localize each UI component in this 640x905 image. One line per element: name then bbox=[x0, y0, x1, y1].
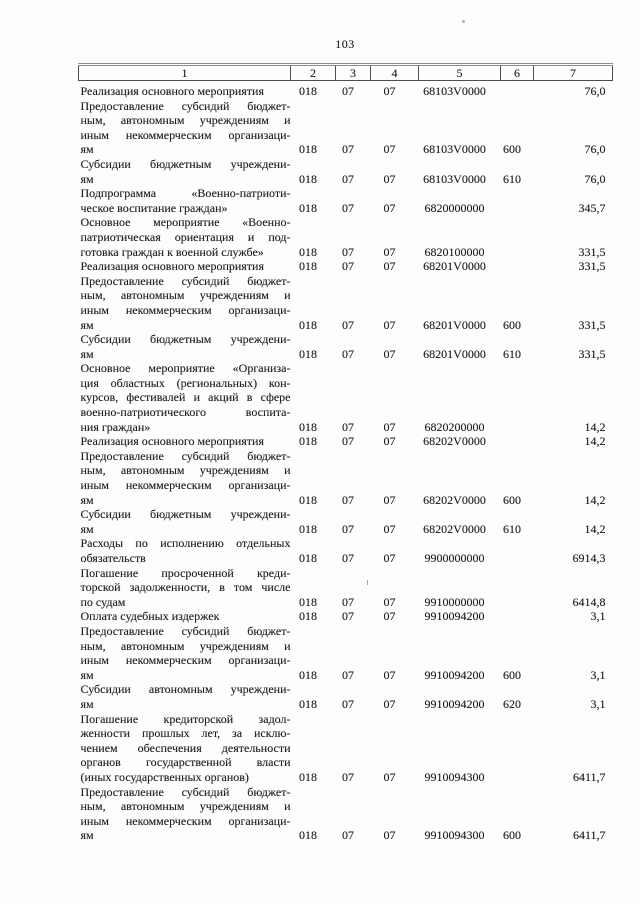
cell-target-article-code: 68201V0000 bbox=[423, 317, 486, 332]
cell-expense-type-code: 600 bbox=[503, 667, 521, 682]
activity-name-line: ным, автономным учреждениям и bbox=[80, 799, 291, 814]
activity-name-line: чением обеспечения деятельности bbox=[80, 740, 291, 755]
cell-grbs-code: 018 bbox=[299, 551, 317, 565]
cell-subsection-code: 07 bbox=[383, 419, 396, 434]
table-row bbox=[79, 449, 613, 507]
table-row bbox=[79, 99, 613, 157]
cell-expense-type-code bbox=[501, 566, 534, 610]
cell-subsection-code: 07 bbox=[383, 171, 396, 186]
table-row bbox=[79, 259, 613, 274]
cell-expense-type-code bbox=[501, 81, 534, 99]
table-row bbox=[79, 712, 613, 785]
table-row bbox=[79, 81, 613, 99]
cell-expense-type-code bbox=[501, 259, 534, 274]
cell-activity-name bbox=[79, 259, 291, 274]
activity-name-line: ям bbox=[80, 142, 94, 157]
activity-name-line: Реализация основного мероприятия bbox=[80, 259, 264, 274]
cell-expense-type-code bbox=[501, 434, 534, 449]
activity-name-line: Субсидии бюджетным учреждени- bbox=[80, 332, 291, 347]
cell-grbs-code: 018 bbox=[299, 594, 317, 609]
activity-name-line: ческое воспитание граждан» bbox=[80, 200, 228, 215]
cell-target-article-code: 68202V0000 bbox=[423, 434, 486, 449]
table-row bbox=[79, 434, 613, 449]
cell-subsection-code: 07 bbox=[383, 594, 396, 609]
table-row bbox=[79, 785, 613, 843]
activity-name-line: по судам bbox=[80, 594, 126, 609]
cell-target-article-code: 68103V0000 bbox=[423, 171, 486, 186]
cell-expense-type-code bbox=[501, 536, 534, 565]
cell-grbs-code: 018 bbox=[299, 259, 317, 274]
table-row bbox=[79, 274, 613, 332]
table-row bbox=[79, 215, 613, 259]
cell-subsection-code: 07 bbox=[383, 434, 396, 449]
activity-name-line: женности прошлых лет, за исклю- bbox=[80, 726, 291, 741]
cell-expense-type-code: 610 bbox=[503, 346, 521, 361]
cell-amount: 345,7 bbox=[578, 200, 606, 215]
activity-name-line: Субсидии автономным учреждени- bbox=[80, 682, 291, 697]
cell-section-code: 07 bbox=[342, 200, 354, 215]
column-header-2: 2 bbox=[291, 65, 336, 81]
cell-section-code: 07 bbox=[342, 769, 354, 784]
cell-grbs-code: 018 bbox=[299, 492, 317, 507]
cell-grbs-code: 018 bbox=[299, 609, 317, 624]
cell-section-code: 07 bbox=[342, 317, 354, 332]
activity-name-line: Предоставление субсидий бюджет- bbox=[80, 623, 291, 638]
table-body bbox=[79, 81, 613, 843]
cell-section-code: 07 bbox=[342, 244, 354, 259]
cell-expense-type-code: 600 bbox=[503, 142, 521, 157]
cell-target-article-code: 6820100000 bbox=[424, 244, 485, 259]
cell-grbs-code: 018 bbox=[299, 769, 317, 784]
cell-section-code: 07 bbox=[342, 551, 354, 565]
cell-activity-name bbox=[79, 682, 291, 711]
cell-target-article-code: 6820000000 bbox=[424, 200, 485, 215]
cell-amount: 331,5 bbox=[578, 259, 606, 274]
cell-amount: 6411,7 bbox=[572, 769, 606, 784]
cell-subsection-code: 07 bbox=[383, 696, 396, 711]
column-header-3: 3 bbox=[336, 65, 371, 81]
cell-subsection-code: 07 bbox=[383, 84, 396, 98]
cell-amount: 3,1 bbox=[590, 696, 606, 711]
cell-section-code: 07 bbox=[342, 346, 354, 361]
cell-target-article-code: 68202V0000 bbox=[423, 492, 486, 507]
cell-amount: 14,2 bbox=[584, 521, 606, 536]
cell-grbs-code: 018 bbox=[299, 521, 317, 536]
cell-activity-name bbox=[79, 566, 291, 610]
cell-amount: 14,2 bbox=[584, 419, 606, 434]
activity-name-line: готовка граждан к военной службе» bbox=[80, 244, 264, 259]
cell-amount: 6411,7 bbox=[572, 828, 606, 843]
cell-activity-name bbox=[79, 785, 291, 843]
cell-activity-name bbox=[79, 434, 291, 449]
activity-name-line: Субсидии бюджетным учреждени- bbox=[80, 507, 291, 522]
activity-name-line: патриотическая ориентация и под- bbox=[80, 229, 291, 244]
cell-activity-name bbox=[79, 536, 291, 565]
cell-target-article-code: 9910094300 bbox=[424, 828, 485, 843]
activity-name-line: Реализация основного мероприятия bbox=[80, 434, 264, 449]
activity-name-line: Предоставление субсидий бюджет- bbox=[80, 98, 291, 113]
activity-name-line: ция областных (региональных) кон- bbox=[80, 375, 291, 390]
activity-name-line: военно-патриотического воспита- bbox=[80, 405, 291, 420]
table-row bbox=[79, 566, 613, 610]
table-row bbox=[79, 507, 613, 536]
cell-target-article-code: 9910094200 bbox=[424, 667, 485, 682]
cell-grbs-code: 018 bbox=[299, 317, 317, 332]
activity-name-line: Основное мероприятие «Организа- bbox=[80, 361, 291, 376]
activity-name-line: Предоставление субсидий бюджет- bbox=[80, 784, 291, 799]
table-row bbox=[79, 609, 613, 624]
cell-expense-type-code: 610 bbox=[503, 171, 521, 186]
cell-target-article-code: 68201V0000 bbox=[423, 259, 486, 274]
cell-section-code: 07 bbox=[342, 419, 354, 434]
cell-target-article-code: 68202V0000 bbox=[423, 521, 486, 536]
cell-grbs-code: 018 bbox=[299, 244, 317, 259]
table-row bbox=[79, 682, 613, 711]
cell-target-article-code: 9910094300 bbox=[424, 769, 485, 784]
cell-target-article-code: 6820200000 bbox=[424, 419, 485, 434]
cell-grbs-code: 018 bbox=[299, 142, 317, 157]
cell-subsection-code: 07 bbox=[383, 244, 396, 259]
activity-name-line: Оплата судебных издержек bbox=[80, 609, 220, 624]
table-row bbox=[79, 624, 613, 682]
cell-subsection-code: 07 bbox=[383, 200, 396, 215]
cell-expense-type-code bbox=[501, 609, 534, 624]
cell-expense-type-code bbox=[501, 215, 534, 259]
cell-section-code: 07 bbox=[342, 171, 354, 186]
cell-amount: 14,2 bbox=[584, 492, 606, 507]
column-header-6: 6 bbox=[501, 65, 534, 81]
activity-name-line: ям bbox=[80, 492, 94, 507]
cell-subsection-code: 07 bbox=[383, 492, 396, 507]
cell-grbs-code: 018 bbox=[299, 346, 317, 361]
cell-subsection-code: 07 bbox=[383, 521, 396, 536]
cell-expense-type-code bbox=[501, 361, 534, 434]
cell-activity-name bbox=[79, 507, 291, 536]
column-header-1: 1 bbox=[79, 65, 291, 81]
activity-name-line: Предоставление субсидий бюджет- bbox=[80, 448, 291, 463]
activity-name-line: Расходы по исполнению отдельных bbox=[80, 536, 291, 551]
cell-subsection-code: 07 bbox=[383, 609, 396, 624]
column-header-5: 5 bbox=[419, 65, 501, 81]
cell-section-code: 07 bbox=[342, 492, 354, 507]
table-row bbox=[79, 332, 613, 361]
cell-section-code: 07 bbox=[342, 667, 354, 682]
cell-activity-name bbox=[79, 712, 291, 785]
table-row bbox=[79, 536, 613, 565]
cell-section-code: 07 bbox=[342, 84, 354, 98]
cell-section-code: 07 bbox=[342, 434, 354, 449]
cell-grbs-code: 018 bbox=[299, 434, 317, 449]
cell-activity-name bbox=[79, 157, 291, 186]
cell-activity-name bbox=[79, 361, 291, 434]
activity-name-line: Субсидии бюджетным учреждени- bbox=[80, 156, 291, 171]
cell-activity-name bbox=[79, 274, 291, 332]
activity-name-line: иным некоммерческим организаци- bbox=[80, 478, 291, 493]
activity-name-line: ям bbox=[80, 317, 94, 332]
cell-expense-type-code bbox=[501, 712, 534, 785]
activity-name-line: Основное мероприятие «Военно- bbox=[80, 215, 291, 230]
cell-target-article-code: 68103V0000 bbox=[423, 142, 486, 157]
activity-name-line: ным, автономным учреждениям и bbox=[80, 288, 291, 303]
activity-name-line: ным, автономным учреждениям и bbox=[80, 113, 291, 128]
cell-activity-name bbox=[79, 99, 291, 157]
cell-subsection-code: 07 bbox=[383, 346, 396, 361]
column-header-4: 4 bbox=[371, 65, 419, 81]
table-row bbox=[79, 186, 613, 215]
cell-target-article-code: 9910000000 bbox=[424, 594, 485, 609]
cell-activity-name bbox=[79, 624, 291, 682]
cell-subsection-code: 07 bbox=[383, 667, 396, 682]
cell-section-code: 07 bbox=[342, 594, 354, 609]
cell-expense-type-code: 600 bbox=[503, 492, 521, 507]
cell-activity-name bbox=[79, 332, 291, 361]
activity-name-line: ям bbox=[80, 696, 94, 711]
cell-expense-type-code: 600 bbox=[503, 828, 521, 843]
cell-grbs-code: 018 bbox=[299, 696, 317, 711]
activity-name-line: Подпрограмма «Военно-патриоти- bbox=[80, 186, 291, 201]
column-header-7: 7 bbox=[534, 65, 613, 81]
cell-expense-type-code: 620 bbox=[503, 696, 521, 711]
cell-amount: 6414,8 bbox=[572, 594, 606, 609]
activity-name-line: иным некоммерческим организаци- bbox=[80, 127, 291, 142]
activity-name-line: курсов, фестивалей и акций в сфере bbox=[80, 390, 291, 405]
cell-section-code: 07 bbox=[342, 609, 354, 624]
cell-amount: 76,0 bbox=[584, 142, 606, 157]
activity-name-line: Погашение просроченной креди- bbox=[80, 565, 291, 580]
table-header bbox=[79, 65, 613, 81]
cell-amount: 331,5 bbox=[578, 244, 606, 259]
activity-name-line: ям bbox=[80, 171, 94, 186]
cell-section-code: 07 bbox=[342, 142, 354, 157]
cell-activity-name bbox=[79, 186, 291, 215]
cell-subsection-code: 07 bbox=[383, 769, 396, 784]
activity-name-line: ным, автономным учреждениям и bbox=[80, 463, 291, 478]
cell-subsection-code: 07 bbox=[383, 142, 396, 157]
cell-amount: 3,1 bbox=[590, 609, 606, 624]
activity-name-line: иным некоммерческим организаци- bbox=[80, 302, 291, 317]
budget-table bbox=[78, 63, 613, 843]
cell-amount: 76,0 bbox=[584, 171, 606, 186]
activity-name-line: обязательств bbox=[80, 551, 146, 565]
table-row bbox=[79, 157, 613, 186]
activity-name-line: иным некоммерческим организаци- bbox=[80, 653, 291, 668]
table-header-row bbox=[79, 65, 613, 81]
activity-name-line: Предоставление субсидий бюджет- bbox=[80, 273, 291, 288]
activity-name-line: (иных государственных органов) bbox=[80, 769, 249, 784]
cell-grbs-code: 018 bbox=[299, 171, 317, 186]
cell-expense-type-code: 610 bbox=[503, 521, 521, 536]
cell-amount: 3,1 bbox=[590, 667, 606, 682]
cell-expense-type-code: 600 bbox=[503, 317, 521, 332]
cell-activity-name bbox=[79, 609, 291, 624]
cell-activity-name bbox=[79, 449, 291, 507]
cell-subsection-code: 07 bbox=[383, 828, 396, 843]
activity-name-line: ным, автономным учреждениям и bbox=[80, 638, 291, 653]
cell-amount: 76,0 bbox=[584, 84, 606, 98]
cell-target-article-code: 68201V0000 bbox=[423, 346, 486, 361]
cell-activity-name bbox=[79, 215, 291, 259]
cell-subsection-code: 07 bbox=[383, 317, 396, 332]
activity-name-line: ям bbox=[80, 521, 94, 536]
activity-name-line: ям bbox=[80, 346, 94, 361]
activity-name-line: ям bbox=[80, 667, 94, 682]
cell-section-code: 07 bbox=[342, 259, 354, 274]
activity-name-line: ния граждан» bbox=[80, 419, 151, 434]
cell-section-code: 07 bbox=[342, 521, 354, 536]
table-row bbox=[79, 361, 613, 434]
cell-amount: 331,5 bbox=[578, 346, 606, 361]
cell-grbs-code: 018 bbox=[299, 667, 317, 682]
cell-target-article-code: 9900000000 bbox=[424, 551, 485, 565]
activity-name-line: торской задолженности, в том числе bbox=[80, 580, 291, 595]
cell-grbs-code: 018 bbox=[299, 828, 317, 843]
cell-subsection-code: 07 bbox=[383, 551, 396, 565]
cell-subsection-code: 07 bbox=[383, 259, 396, 274]
page-number: 103 bbox=[335, 37, 355, 51]
scan-speckle-dot bbox=[462, 20, 465, 23]
activity-name-line: ям bbox=[80, 828, 94, 843]
cell-expense-type-code bbox=[501, 186, 534, 215]
cell-grbs-code: 018 bbox=[299, 419, 317, 434]
cell-section-code: 07 bbox=[342, 696, 354, 711]
cell-amount: 14,2 bbox=[584, 434, 606, 449]
cell-target-article-code: 9910094200 bbox=[424, 609, 485, 624]
cell-section-code: 07 bbox=[342, 828, 354, 843]
cell-amount: 6914,3 bbox=[572, 551, 606, 565]
activity-name-line: Погашение кредиторской задол- bbox=[80, 711, 291, 726]
cell-grbs-code: 018 bbox=[299, 84, 317, 98]
activity-name-line: органов государственной власти bbox=[80, 755, 291, 770]
cell-activity-name bbox=[79, 81, 291, 99]
cell-target-article-code: 9910094200 bbox=[424, 696, 485, 711]
activity-name-line: Реализация основного мероприятия bbox=[80, 84, 264, 98]
cell-target-article-code: 68103V0000 bbox=[423, 84, 486, 98]
activity-name-line: иным некоммерческим организаци- bbox=[80, 813, 291, 828]
cell-grbs-code: 018 bbox=[299, 200, 317, 215]
cell-amount: 331,5 bbox=[578, 317, 606, 332]
